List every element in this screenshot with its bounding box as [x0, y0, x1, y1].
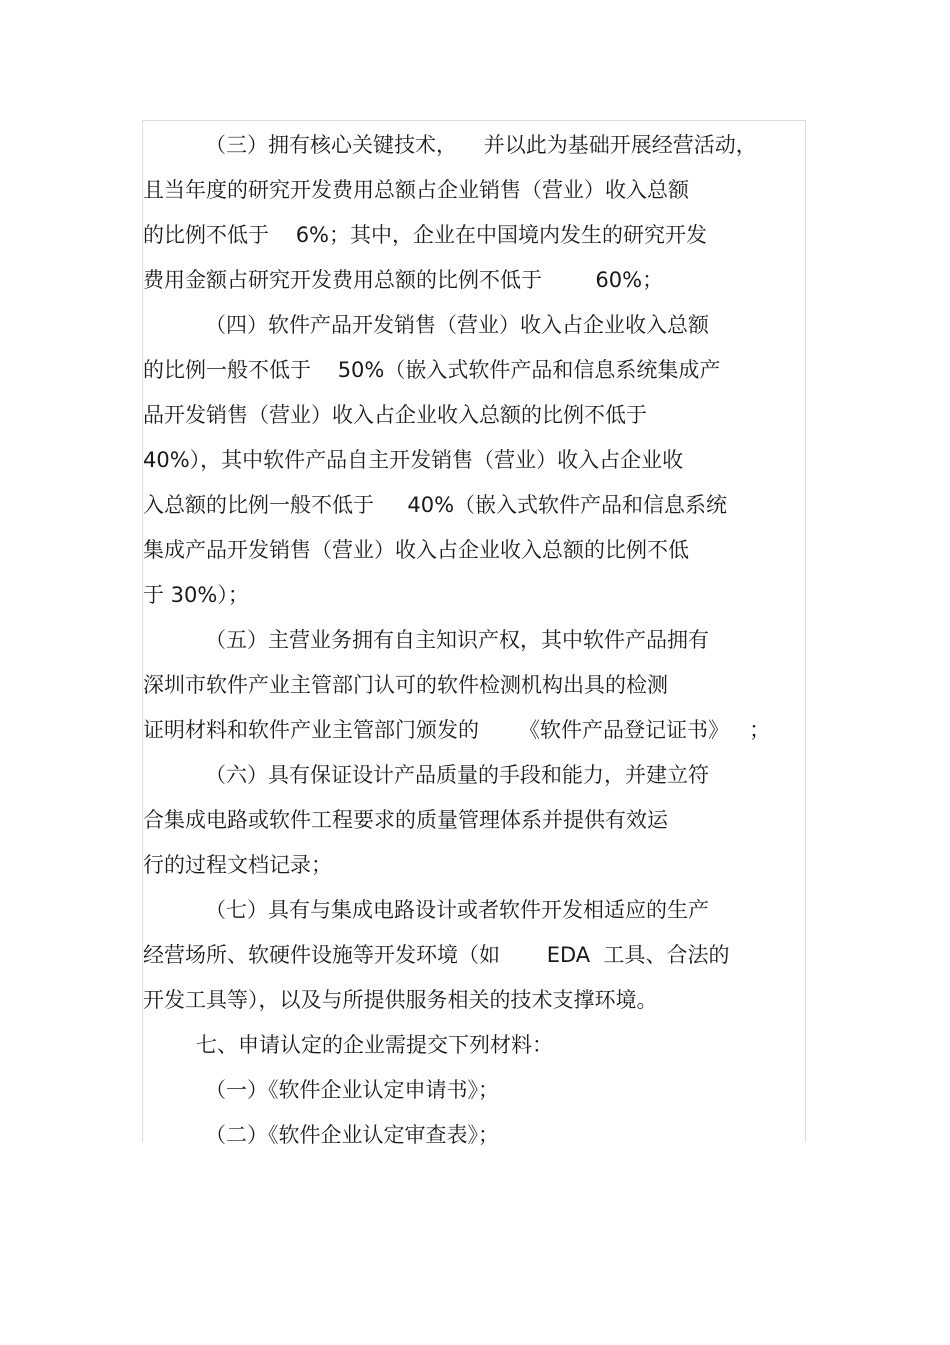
text-line: （三）拥有核心关键技术， 并以此为基础开展经营活动，	[205, 133, 757, 157]
text-line: 合集成电路或软件工程要求的质量管理体系并提供有效运	[143, 808, 668, 832]
text-line: 于 30%）；	[143, 583, 249, 607]
text-line: 深圳市软件产业主管部门认可的软件检测机构出具的检测	[143, 673, 668, 697]
text-line: 入总额的比例一般不低于 40%（嵌入式软件产品和信息系统	[143, 493, 728, 517]
text-line: 证明材料和软件产业主管部门颁发的 《软件产品登记证书》 ；	[143, 718, 771, 742]
text-line: （五）主营业务拥有自主知识产权，其中软件产品拥有	[205, 628, 709, 652]
text-line: （四）软件产品开发销售（营业）收入占企业收入总额	[205, 313, 709, 337]
text-line: 且当年度的研究开发费用总额占企业销售（营业）收入总额	[143, 178, 689, 202]
text-line: 的比例不低于 6%；其中，企业在中国境内发生的研究开发	[143, 223, 708, 247]
text-line: 行的过程文档记录；	[143, 853, 332, 877]
text-line: 开发工具等），以及与所提供服务相关的技术支撑环境。	[143, 988, 658, 1012]
text-line: 经营场所、软硬件设施等开发环境（如 EDA 工具、合法的	[143, 943, 730, 967]
text-line: （六）具有保证设计产品质量的手段和能力，并建立符	[205, 763, 709, 787]
text-line: 40%），其中软件产品自主开发销售（营业）收入占企业收	[143, 448, 684, 472]
text-line: 费用金额占研究开发费用总额的比例不低于 60%；	[143, 268, 664, 292]
text-line: 的比例一般不低于 50%（嵌入式软件产品和信息系统集成产	[143, 358, 721, 382]
text-line: 品开发销售（营业）收入占企业收入总额的比例不低于	[143, 403, 647, 427]
text-line: （七）具有与集成电路设计或者软件开发相适应的生产	[205, 898, 709, 922]
list-item: （二）《软件企业认定审查表》；	[205, 1123, 499, 1147]
list-item: （一）《软件企业认定申请书》；	[205, 1078, 499, 1102]
text-line: 集成产品开发销售（营业）收入占企业收入总额的比例不低	[143, 538, 689, 562]
section-heading: 七、申请认定的企业需提交下列材料：	[196, 1033, 553, 1057]
